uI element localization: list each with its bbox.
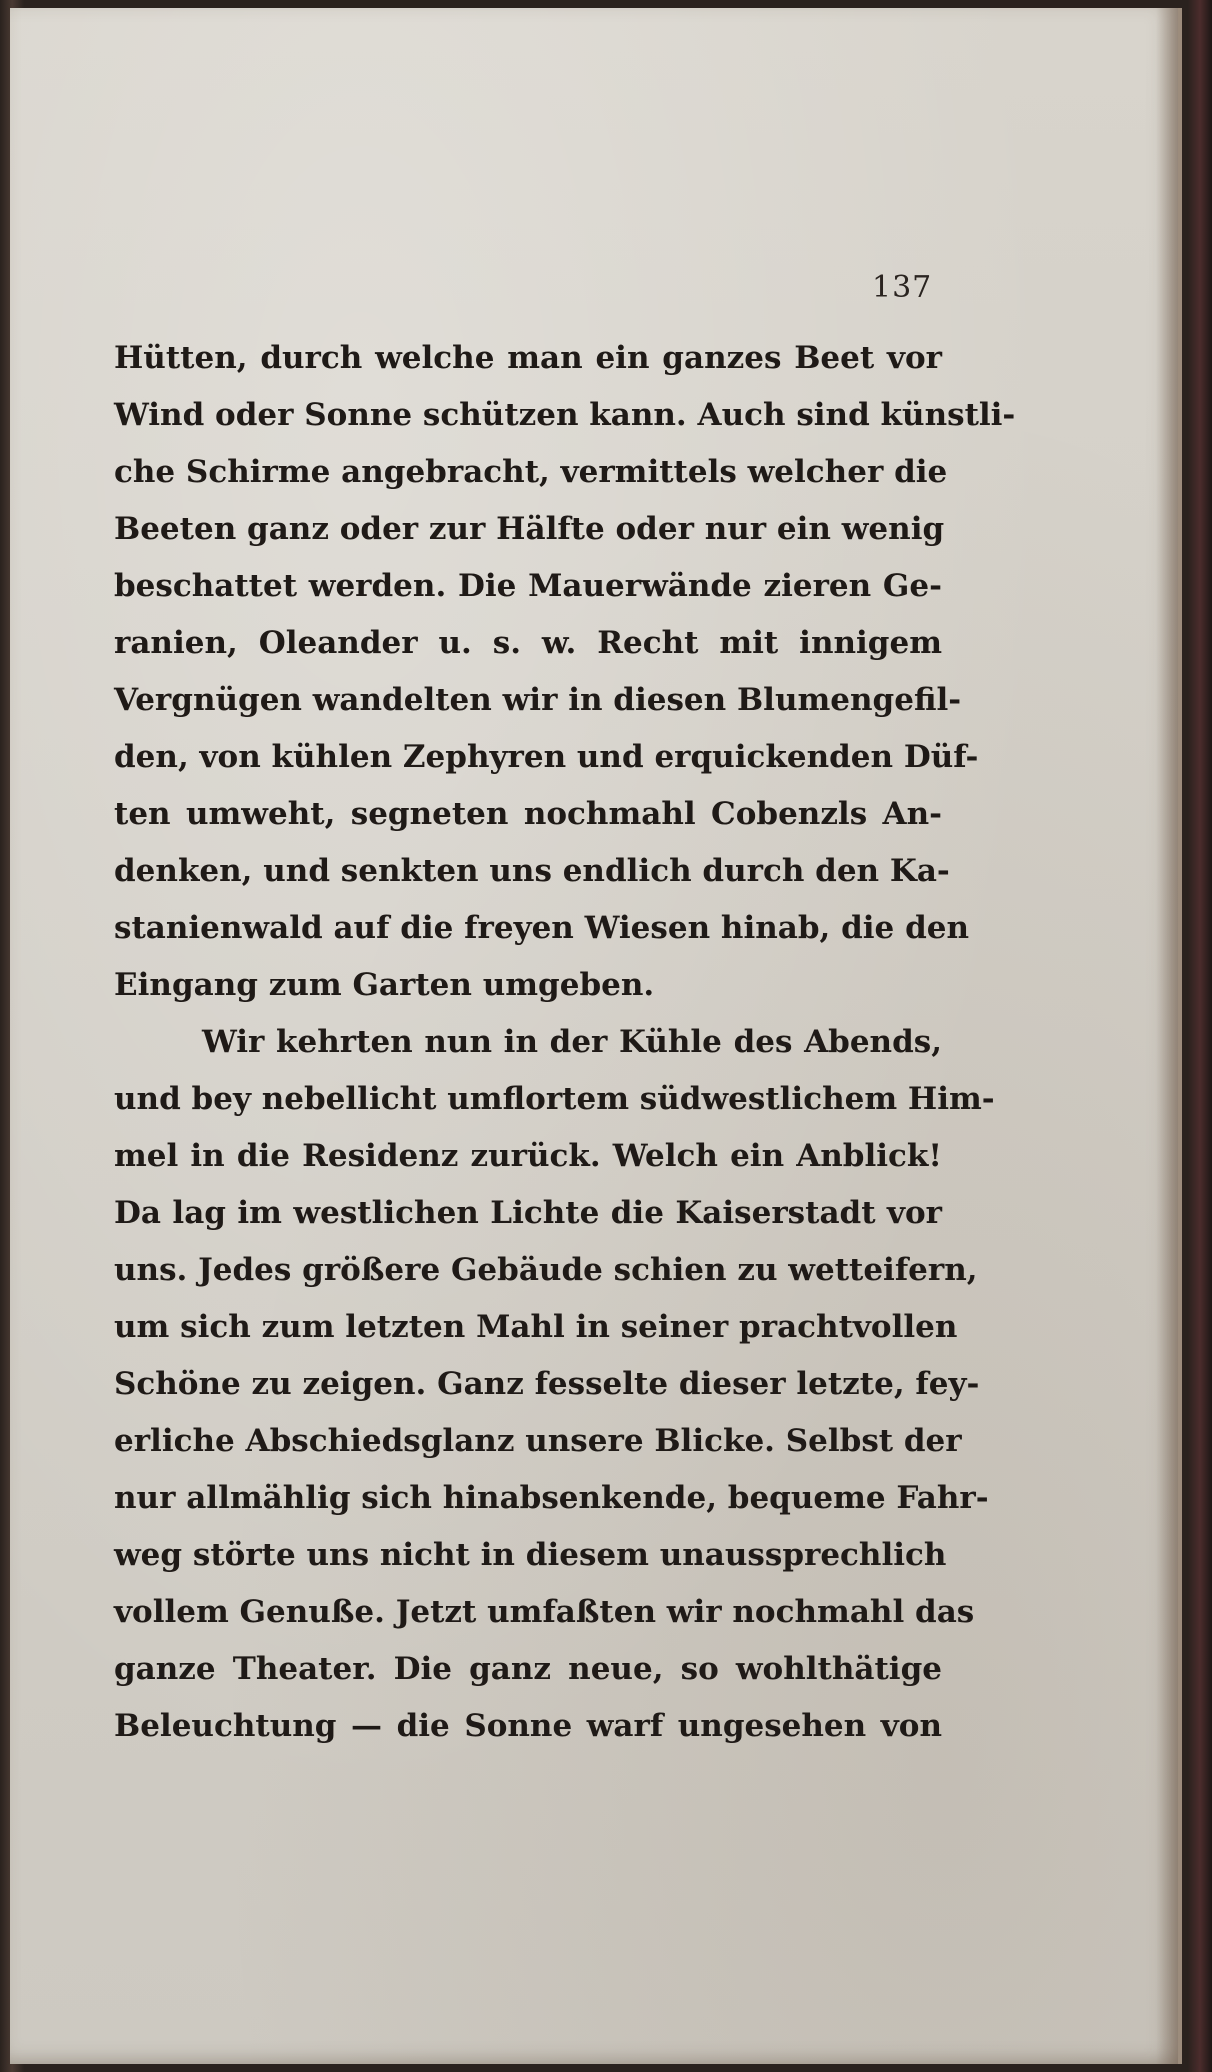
text-line: beschattet werden. Die Mauerwände zieren Ge- xyxy=(114,568,942,604)
text-line: um sich zum letzten Mahl in seiner prachtvollen xyxy=(114,1309,958,1345)
text-line: Beeten ganz oder zur Hälfte oder nur ein wenig xyxy=(114,511,945,547)
text-line: Vergnügen wandelten wir in diesen Blumengefil- xyxy=(114,682,962,718)
text-line: ranien, Oleander u. s. w. Recht mit innigem xyxy=(114,625,942,661)
text-line: ganze Theater. Die ganz neue, so wohlthätige xyxy=(114,1651,942,1687)
text-line: uns. Jedes größere Gebäude schien zu wetteifern, xyxy=(114,1252,978,1288)
text-line: Beleuchtung — die Sonne warf ungesehen von xyxy=(114,1708,942,1744)
page-number: 137 xyxy=(872,270,933,305)
text-line: Schöne zu zeigen. Ganz fesselte dieser letzte, fey- xyxy=(114,1366,980,1402)
paragraph-end-line: Eingang zum Garten umgeben. xyxy=(114,967,655,1003)
text-line: che Schirme angebracht, vermittels welcher die xyxy=(114,454,948,490)
paragraph-start-line: Wir kehrten nun in der Kühle des Abends, xyxy=(202,1024,942,1060)
text-line: Wind oder Sonne schützen kann. Auch sind künstli- xyxy=(114,397,1016,433)
text-line: Hütten, durch welche man ein ganzes Beet vor xyxy=(114,340,942,376)
body-text xyxy=(114,330,1016,1755)
book-page xyxy=(10,8,1182,2064)
text-line: ten umweht, segneten nochmahl Cobenzls An- xyxy=(114,796,942,832)
text-line: mel in die Residenz zurück. Welch ein Anblick! xyxy=(114,1138,942,1174)
page-edge-shadow xyxy=(1156,8,1178,2064)
text-line: erliche Abschiedsglanz unsere Blicke. Selbst der xyxy=(114,1423,962,1459)
text-line: und bey nebellicht umflortem südwestlichem Him- xyxy=(114,1081,995,1117)
text-line: denken, und senkten uns endlich durch den Ka- xyxy=(114,853,950,889)
text-line: Da lag im westlichen Lichte die Kaiserstadt vor xyxy=(114,1195,942,1231)
text-line: vollem Genuße. Jetzt umfaßten wir nochmahl das xyxy=(114,1594,975,1630)
text-line: stanienwald auf die freyen Wiesen hinab, die den xyxy=(114,910,970,946)
text-line: nur allmählig sich hinabsenkende, bequeme Fahr- xyxy=(114,1480,989,1516)
text-line: weg störte uns nicht in diesem unaussprechlich xyxy=(114,1537,947,1573)
text-line: den, von kühlen Zephyren und erquickenden Düf- xyxy=(114,739,979,775)
